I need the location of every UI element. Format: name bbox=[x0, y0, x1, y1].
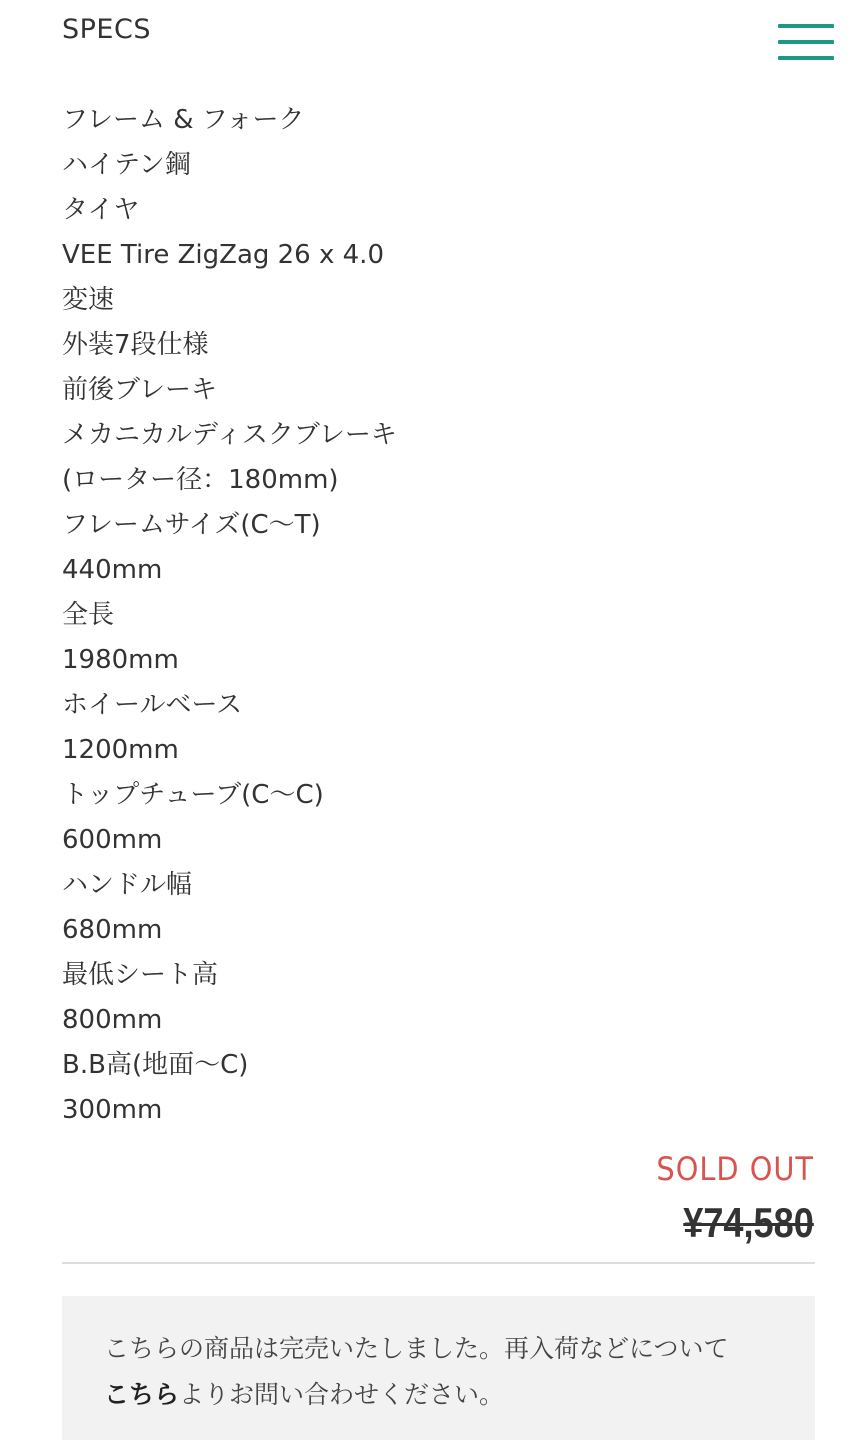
divider bbox=[62, 1262, 815, 1264]
sold-out-notice bbox=[62, 1296, 815, 1440]
spec-value-tire: VEE Tire ZigZag 26 x 4.0 bbox=[62, 240, 384, 270]
spec-value-gears: 外装7段仕様 bbox=[62, 330, 209, 360]
spec-value-top-tube: 600mm bbox=[62, 825, 163, 855]
sold-out-badge: SOLD OUT bbox=[656, 1150, 814, 1188]
spec-list bbox=[62, 98, 397, 1133]
spec-value-frame-size: 440mm bbox=[62, 555, 163, 585]
notice-line-2 bbox=[104, 1372, 775, 1418]
spec-value-bb-height: 300mm bbox=[62, 1095, 163, 1125]
price: ¥74,580 bbox=[683, 1199, 814, 1246]
spec-label-bb-height: B.B高(地面〜C) bbox=[62, 1050, 249, 1080]
spec-value-handlebar-width: 680mm bbox=[62, 915, 163, 945]
hamburger-menu-icon bbox=[778, 24, 834, 28]
hamburger-menu-button[interactable] bbox=[776, 22, 836, 66]
spec-value-length: 1980mm bbox=[62, 645, 179, 675]
spec-label-brakes: 前後ブレーキ bbox=[62, 375, 217, 405]
spec-label-top-tube: トップチューブ(C〜C) bbox=[62, 780, 324, 810]
spec-label-frame-size: フレームサイズ(C〜T) bbox=[62, 510, 321, 540]
spec-value-frame-fork: ハイテン鋼 bbox=[62, 150, 191, 180]
spec-value-wheelbase: 1200mm bbox=[62, 735, 179, 765]
spec-label-seat-height: 最低シート高 bbox=[62, 960, 219, 990]
spec-label-wheelbase: ホイールベース bbox=[62, 690, 243, 720]
spec-label-gears: 変速 bbox=[62, 285, 115, 315]
notice-line-2-text: よりお問い合わせください。 bbox=[179, 1380, 505, 1409]
spec-value-rotor: (ローター径：180mm) bbox=[62, 465, 339, 495]
spec-label-tire: タイヤ bbox=[62, 195, 140, 225]
spec-value-seat-height: 800mm bbox=[62, 1005, 163, 1035]
spec-label-handlebar-width: ハンドル幅 bbox=[62, 870, 193, 900]
spec-label-length: 全長 bbox=[62, 600, 115, 630]
contact-link[interactable]: こちら bbox=[104, 1380, 180, 1409]
page-title: SPECS bbox=[62, 14, 151, 45]
spec-value-brakes: メカニカルディスクブレーキ bbox=[62, 420, 397, 450]
spec-label-frame-fork: フレーム & フォーク bbox=[62, 105, 305, 135]
notice-line-1: こちらの商品は完売いたしました。再入荷などについて bbox=[104, 1334, 729, 1363]
